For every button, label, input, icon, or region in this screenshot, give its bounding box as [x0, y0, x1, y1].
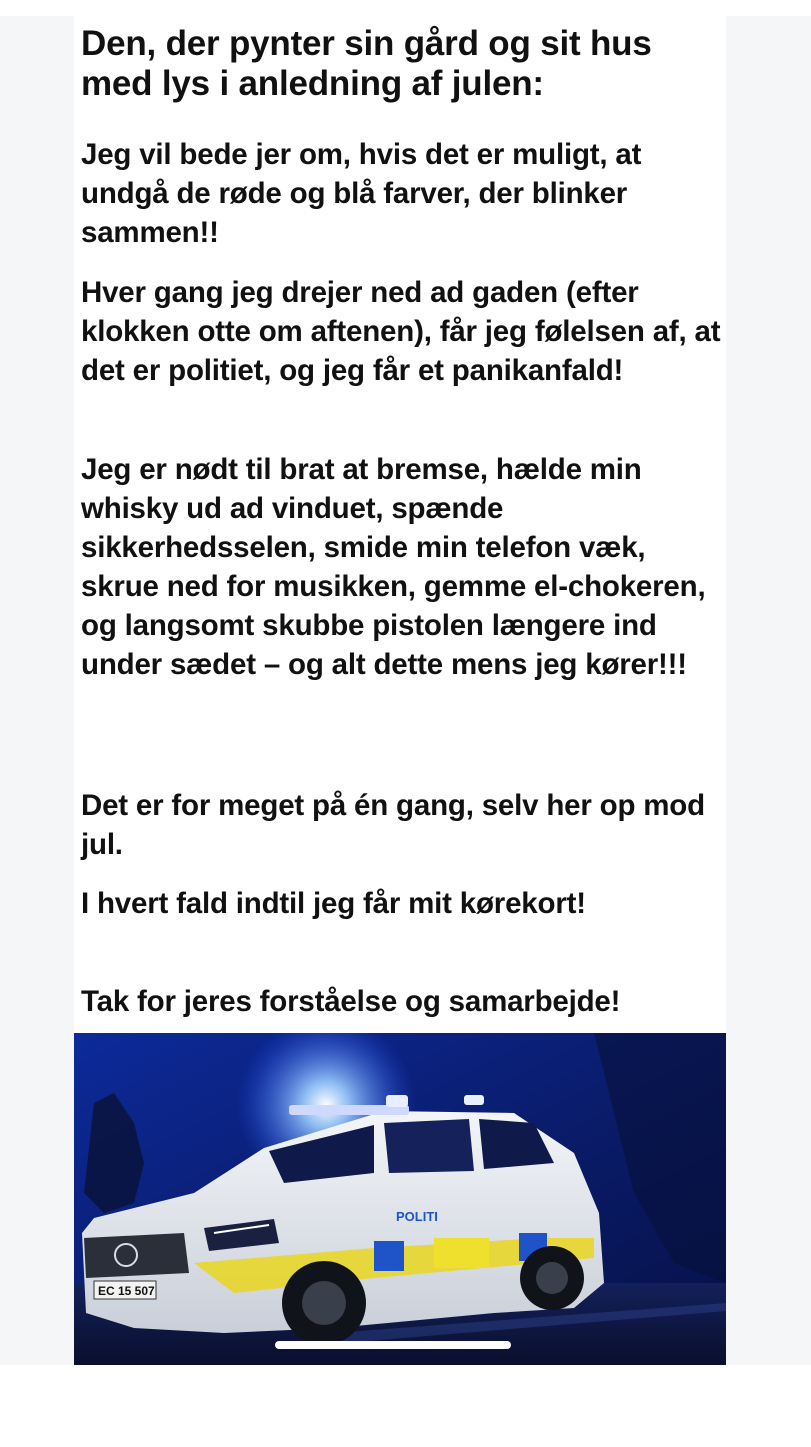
right-margin — [726, 16, 811, 1365]
post-title: Den, der pynter sin gård og sit hus med lys i anledning af julen: — [81, 24, 652, 103]
police-car-illustration — [74, 1033, 726, 1365]
police-car-photo — [74, 1033, 726, 1365]
post-paragraph: Jeg er nødt til brat at bremse, hælde min whisky ud ad vinduet, spænde sikkerhedsselen, smide min telefon væk, skrue ned for musikken, gemme el-chokeren, og langsomt skubbe pistolen længere ind under sædet – og alt dette mens jeg kører!!! — [81, 453, 706, 681]
car-politi-label: POLITI — [396, 1209, 438, 1224]
license-plate: EC 15 507 — [98, 1284, 155, 1298]
post-card — [74, 16, 726, 1365]
post-paragraph: Hver gang jeg drejer ned ad gaden (efter klokken otte om aftenen), får jeg følelsen af, at det er politiet, og jeg får et panikanfald! — [81, 276, 721, 387]
post-paragraph: Det er for meget på én gang, selv her op mod jul. — [81, 789, 705, 861]
left-margin — [0, 16, 74, 1365]
post-paragraph: I hvert fald indtil jeg får mit kørekort! — [81, 887, 586, 920]
home-indicator[interactable] — [275, 1341, 511, 1349]
post-paragraph: Jeg vil bede jer om, hvis det er muligt, at undgå de røde og blå farver, der blinker sammen!! — [81, 138, 642, 249]
post-paragraph: Tak for jeres forståelse og samarbejde! — [81, 985, 621, 1018]
